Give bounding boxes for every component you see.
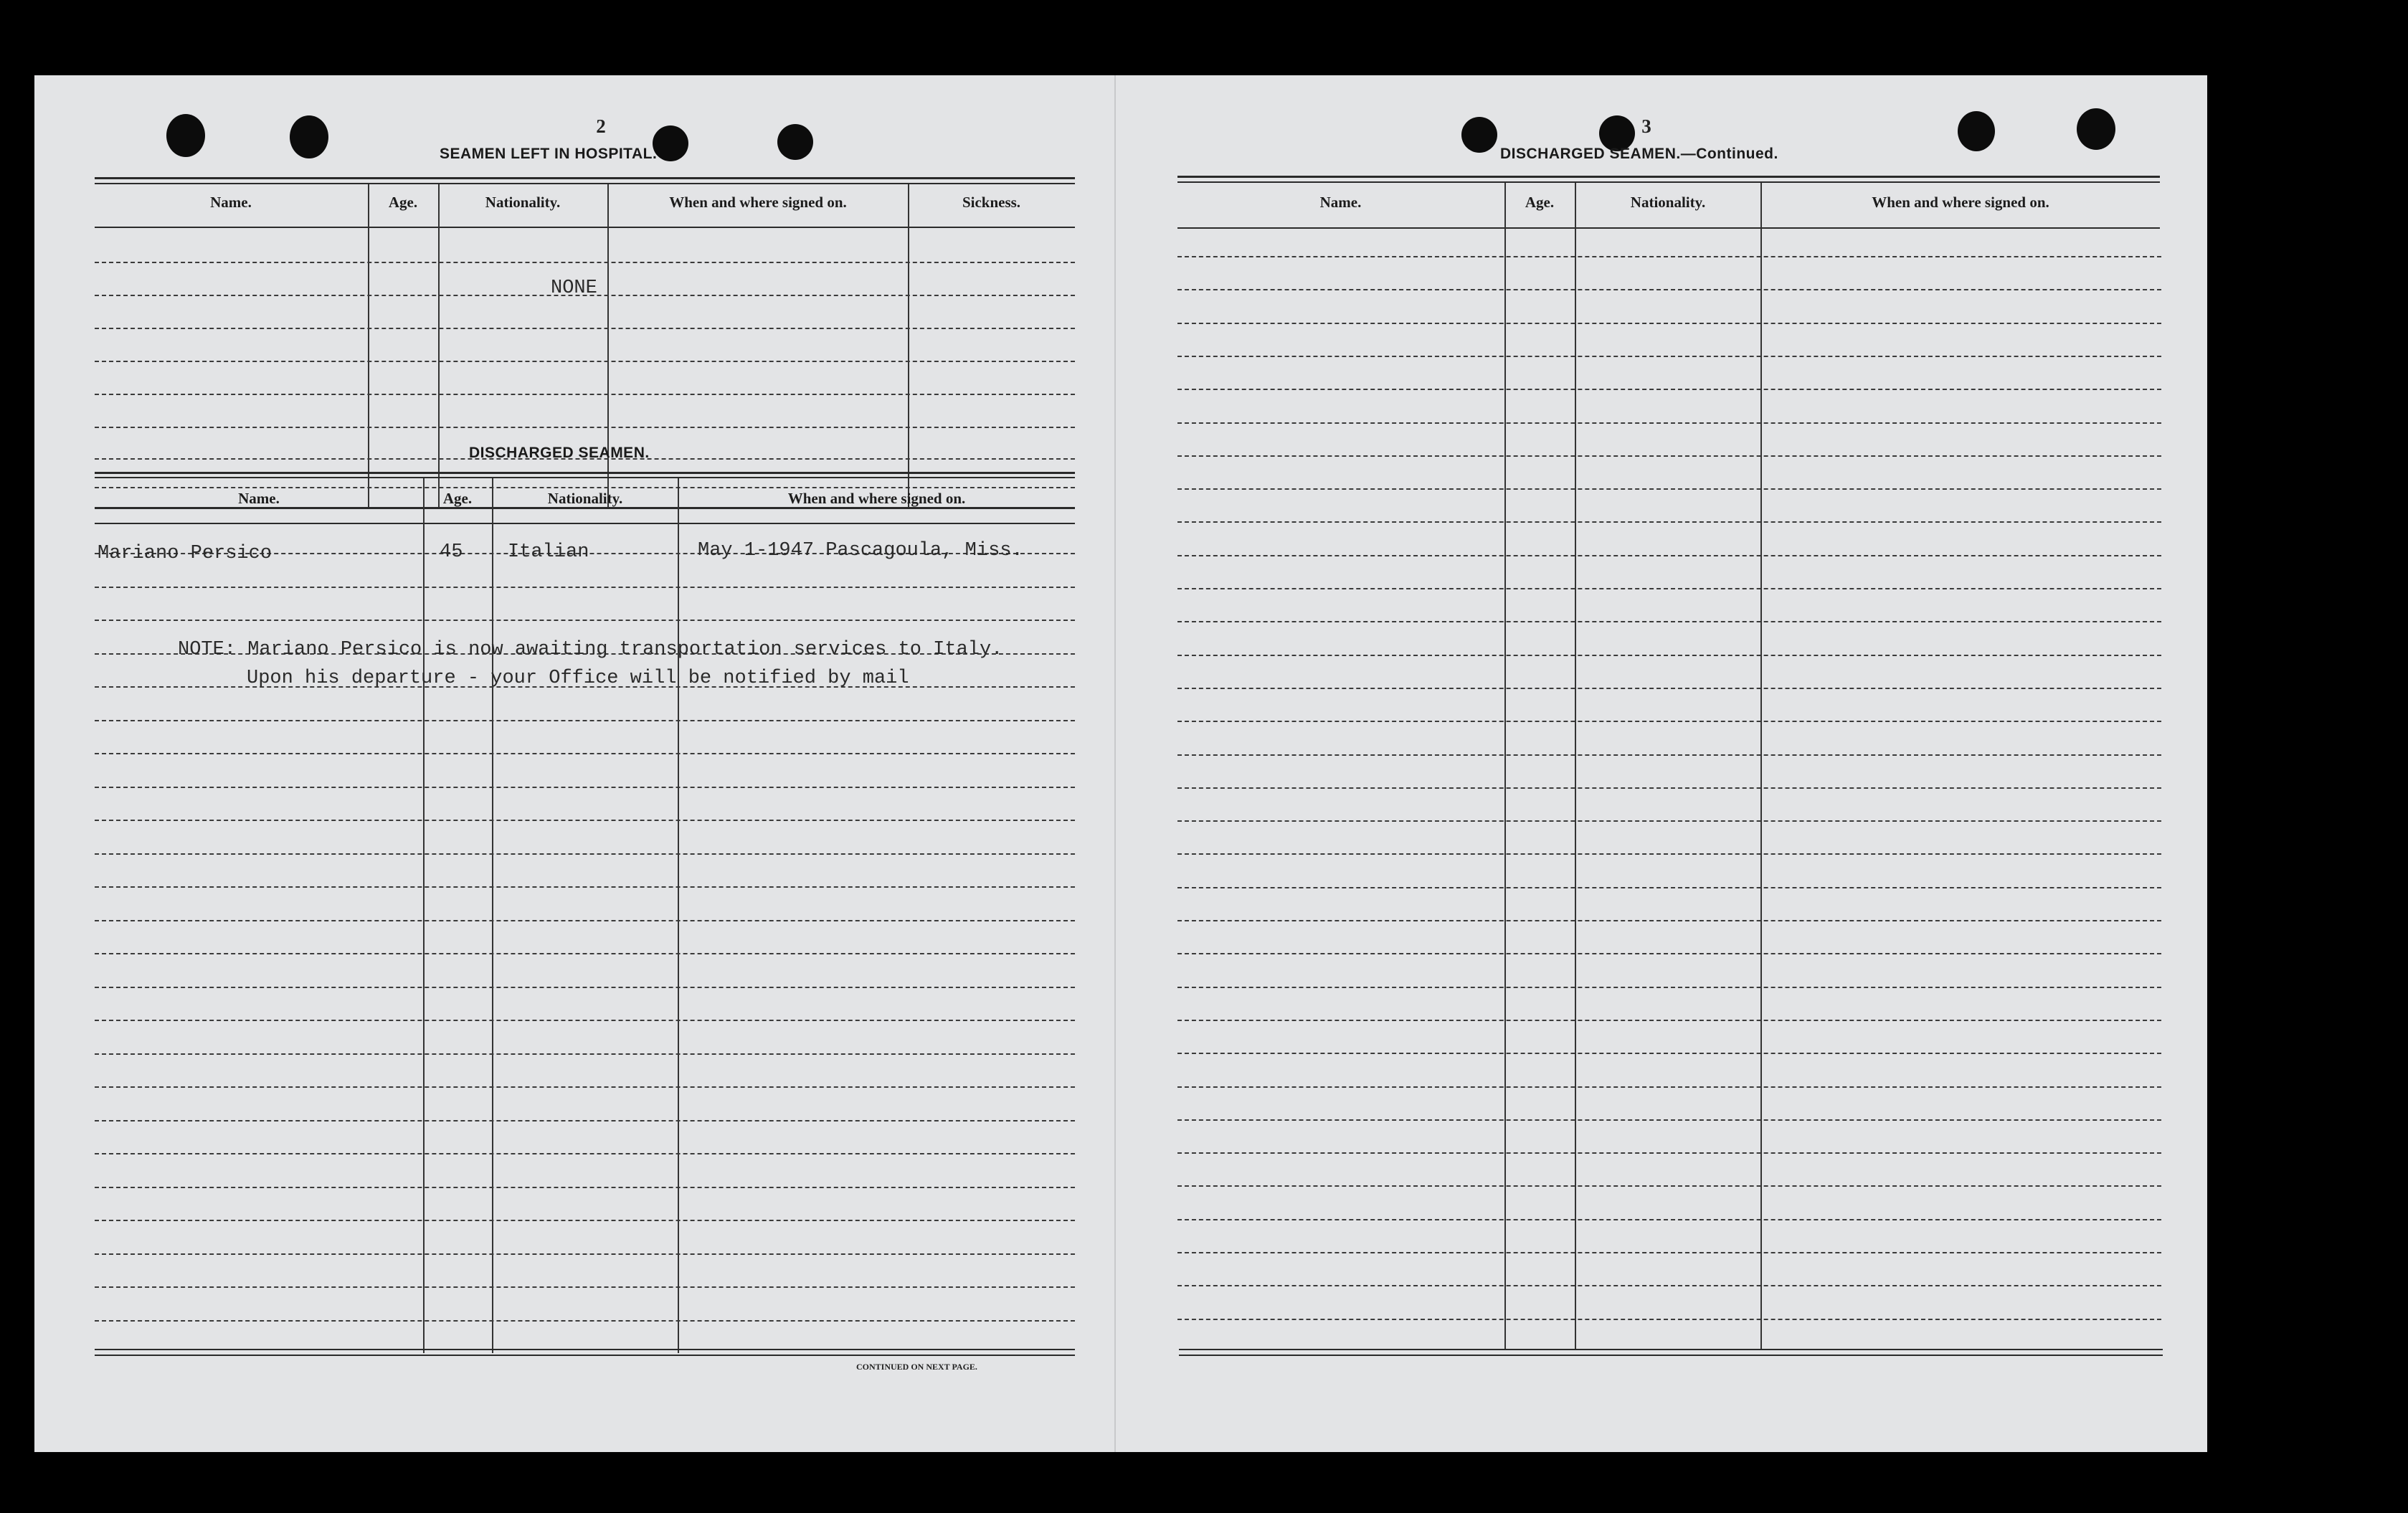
entry-line bbox=[1177, 422, 2161, 424]
table-bottom-rule bbox=[95, 1355, 1075, 1356]
entry-line bbox=[1177, 688, 2161, 689]
seaman-signed-on: May 1-1947 Pascagoula, Miss. bbox=[698, 540, 1023, 561]
column-header-age: Age. bbox=[1525, 194, 1555, 211]
entry-line bbox=[1177, 621, 2161, 622]
entry-line bbox=[95, 787, 1075, 788]
column-divider bbox=[423, 478, 425, 1353]
entry-line bbox=[1177, 853, 2161, 855]
entry-line bbox=[1177, 289, 2161, 290]
entry-line bbox=[1177, 389, 2161, 390]
table-top-rule bbox=[95, 472, 1075, 474]
page-fold bbox=[1114, 75, 1116, 1452]
entry-line bbox=[1177, 1053, 2161, 1054]
entry-line bbox=[95, 753, 1075, 754]
entry-line bbox=[1177, 1252, 2161, 1253]
entry-line bbox=[95, 1153, 1075, 1154]
seaman-nationality: Italian bbox=[508, 541, 589, 563]
discharged-continued-title: DISCHARGED SEAMEN.—Continued. bbox=[1500, 146, 1778, 162]
header-bottom-rule bbox=[1177, 227, 2160, 229]
column-divider bbox=[492, 478, 493, 1353]
entry-line bbox=[95, 1187, 1075, 1188]
entry-line bbox=[1177, 1285, 2161, 1286]
punch-hole-icon bbox=[1461, 117, 1497, 153]
entry-line bbox=[95, 427, 1075, 428]
entry-line bbox=[95, 587, 1075, 588]
column-header-sickness: Sickness. bbox=[962, 194, 1021, 211]
header-bottom-rule bbox=[95, 227, 1075, 228]
entry-line bbox=[95, 487, 1075, 488]
entry-line bbox=[1177, 920, 2161, 921]
entry-line bbox=[1177, 1020, 2161, 1021]
header-bottom-rule bbox=[95, 523, 1075, 524]
punch-hole-icon bbox=[2077, 108, 2115, 150]
column-header-nationality: Nationality. bbox=[1630, 194, 1706, 211]
entry-line bbox=[95, 620, 1075, 621]
entry-line bbox=[1177, 588, 2161, 589]
column-divider bbox=[1504, 183, 1506, 1350]
seaman-name: Mariano Persico bbox=[98, 543, 272, 564]
column-header-nationality: Nationality. bbox=[485, 194, 561, 211]
entry-line bbox=[95, 987, 1075, 988]
column-header-nationality: Nationality. bbox=[547, 490, 623, 507]
entry-line bbox=[95, 853, 1075, 855]
continued-footer: CONTINUED ON NEXT PAGE. bbox=[856, 1362, 977, 1372]
entry-line bbox=[95, 886, 1075, 888]
punch-hole-icon bbox=[777, 124, 813, 160]
table-top-rule bbox=[95, 177, 1075, 179]
entry-line bbox=[1177, 1185, 2161, 1187]
entry-line bbox=[95, 1286, 1075, 1288]
entry-line bbox=[95, 1120, 1075, 1121]
entry-line bbox=[1177, 1086, 2161, 1088]
column-header-age: Age. bbox=[442, 490, 473, 507]
entry-line bbox=[1177, 555, 2161, 556]
table-top-rule bbox=[95, 183, 1075, 184]
entry-line bbox=[95, 820, 1075, 821]
entry-line bbox=[95, 920, 1075, 921]
entry-line bbox=[1177, 754, 2161, 756]
punch-hole-icon bbox=[1958, 111, 1995, 151]
column-header-name: Name. bbox=[238, 490, 280, 507]
entry-line bbox=[1177, 1319, 2161, 1320]
table-top-rule bbox=[1177, 176, 2160, 178]
entry-line bbox=[95, 262, 1075, 263]
punch-hole-icon bbox=[290, 115, 328, 158]
entry-line bbox=[1177, 787, 2161, 789]
entry-line bbox=[95, 328, 1075, 329]
entry-line bbox=[1177, 488, 2161, 490]
column-header-signed-on: When and where signed on. bbox=[669, 194, 847, 211]
entry-line bbox=[95, 361, 1075, 362]
note-line-2: Upon his departure - your Office will be notified by mail bbox=[247, 668, 909, 689]
column-divider bbox=[1760, 183, 1762, 1350]
entry-line bbox=[1177, 987, 2161, 988]
hospital-section-title: SEAMEN LEFT IN HOSPITAL. bbox=[440, 146, 658, 162]
document-sheet bbox=[34, 75, 2207, 1452]
column-header-name: Name. bbox=[1319, 194, 1362, 211]
entry-line bbox=[1177, 323, 2161, 324]
entry-line bbox=[1177, 655, 2161, 656]
entry-line bbox=[1177, 887, 2161, 888]
entry-line bbox=[95, 1020, 1075, 1021]
entry-line bbox=[95, 1253, 1075, 1255]
page-number: 2 bbox=[596, 115, 606, 137]
entry-line bbox=[1177, 256, 2161, 257]
entry-line bbox=[1177, 455, 2161, 457]
entry-line bbox=[1177, 721, 2161, 722]
entry-line bbox=[95, 720, 1075, 721]
entry-line bbox=[95, 1053, 1075, 1055]
column-header-signed-on: When and where signed on. bbox=[1872, 194, 2049, 211]
table-bottom-rule bbox=[1179, 1355, 2163, 1356]
table-bottom-rule bbox=[1179, 1349, 2163, 1350]
punch-hole-icon bbox=[653, 125, 688, 161]
entry-line bbox=[1177, 1152, 2161, 1154]
entry-line bbox=[95, 953, 1075, 954]
page-number: 3 bbox=[1641, 115, 1651, 137]
column-header-age: Age. bbox=[388, 194, 418, 211]
table-top-rule bbox=[1177, 181, 2160, 183]
note-line-1: NOTE: Mariano Persico is now awaiting transportation services to Italy. bbox=[178, 639, 1003, 660]
seaman-age: 45 bbox=[440, 541, 463, 563]
column-divider bbox=[1575, 183, 1576, 1350]
column-divider bbox=[678, 478, 679, 1353]
table-bottom-rule bbox=[95, 1349, 1075, 1350]
entry-line bbox=[1177, 1119, 2161, 1121]
entry-line bbox=[95, 1086, 1075, 1088]
entry-line bbox=[1177, 521, 2161, 523]
entry-line bbox=[95, 1320, 1075, 1322]
table-top-rule bbox=[95, 477, 1075, 478]
entry-line bbox=[95, 394, 1075, 395]
entry-line bbox=[1177, 820, 2161, 822]
column-header-signed-on: When and where signed on. bbox=[787, 490, 966, 507]
entry-line bbox=[1177, 356, 2161, 357]
column-header-name: Name. bbox=[210, 194, 252, 211]
punch-hole-icon bbox=[166, 114, 205, 157]
discharged-section-title: DISCHARGED SEAMEN. bbox=[469, 445, 650, 461]
entry-line bbox=[1177, 953, 2161, 954]
hospital-entry-none: NONE bbox=[551, 278, 597, 299]
entry-line bbox=[95, 1220, 1075, 1221]
entry-line bbox=[1177, 1219, 2161, 1220]
